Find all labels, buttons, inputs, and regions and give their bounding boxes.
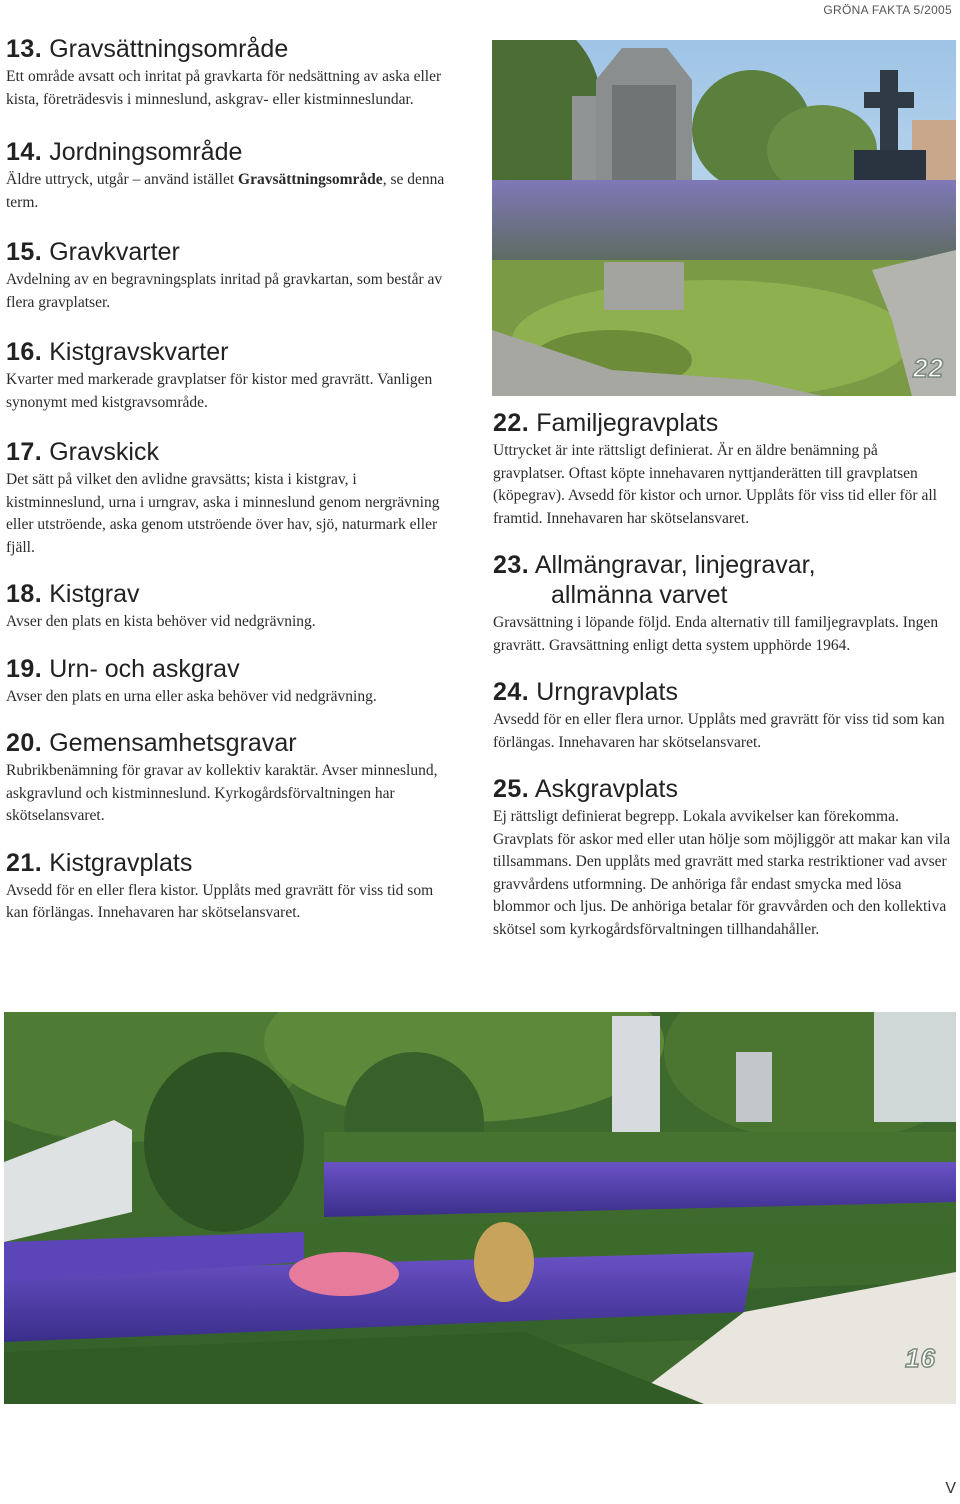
entry-13 — [6, 34, 458, 111]
entry-18 — [6, 579, 458, 634]
page-number: V — [945, 1480, 956, 1497]
entry-body: Ej rättsligt definierat begrepp. Lokala avvikelser kan förekomma. Gravplats för askor med eller utan hölje som möjliggör att makar kan vila tillsammans. Den upplåts med gravrätt med starka restriktioner vad avser gravvårdens utformning. De anhöriga får endast smycka med lösa blommor och ljus. De anhöriga betalar för gravvården och den kollektiva skötsel som kyrkogårdsförvaltningen tillhandahåller. — [493, 808, 951, 938]
photo-label: 16 — [905, 1343, 936, 1373]
entry-14 — [6, 137, 458, 214]
entry-title: 23. Allmängravar, linjegravar, — [493, 551, 816, 579]
entry-body: Avser den plats en urna eller aska behöver vid nedgrävning. — [6, 687, 377, 705]
photo-illustration — [4, 1012, 956, 1404]
entry-body: Äldre uttryck, utgår – använd istället Gravsättningsområde, se denna term. — [6, 171, 445, 211]
entry-title: 14. Jordningsområde — [6, 138, 243, 166]
entry-title-continued: allmänna varvet — [551, 581, 728, 609]
entry-body: Det sätt på vilket den avlidne gravsätts; kista i kistgrav, i kistminneslund, urna i urngrav, aska i minneslund genom nergrävning eller utströende, aska genom utströende över hav, sjö, naturmark eller fjäll. — [6, 471, 440, 556]
entry-body: Avser den plats en kista behöver vid nedgrävning. — [6, 613, 316, 630]
entry-title: 16. Kistgravskvarter — [6, 338, 229, 366]
entry-title: 24. Urngravplats — [493, 678, 678, 706]
entry-title: 19. Urn- och askgrav — [6, 654, 240, 683]
entry-body: Gravsättning i löpande följd. Enda alternativ till familjegravplats. Ingen gravrätt. Gravsättning enligt detta system upphörde 1964. — [493, 614, 939, 654]
entry-title: 21. Kistgravplats — [6, 848, 193, 877]
entry-title: 20. Gemensamhetsgravar — [6, 729, 297, 757]
photo-illustration — [492, 40, 956, 396]
entry-21 — [6, 848, 458, 925]
entry-title: 15. Gravkvarter — [6, 238, 180, 266]
entry-20 — [6, 728, 458, 828]
cemetery-photo-family-grave — [492, 40, 956, 396]
entry-body: Uttrycket är inte rättsligt definierat. Är en äldre benämning på gravplatser. Oftast köpte innehavaren nyttjanderätten till gravplatsen (köpegrav). Avsedd för kistor och urnor. Upplåts för viss tid eller för all framtid. Innehavaren har skötselansvaret. — [493, 442, 937, 527]
cemetery-photo-kistgravskvarter — [4, 1012, 956, 1404]
left-column — [6, 34, 458, 925]
entry-17 — [6, 437, 458, 559]
entry-23 — [493, 550, 953, 657]
photo-label: 22 — [913, 353, 944, 383]
entry-16 — [6, 337, 458, 414]
entry-24 — [493, 677, 953, 754]
entry-19 — [6, 654, 458, 709]
entry-title: 25. Askgravplats — [493, 775, 678, 803]
right-column — [493, 408, 953, 941]
entry-body: Avdelning av en begravningsplats inritad på gravkartan, som består av flera gravplatser. — [6, 271, 443, 311]
entry-title: 18. Kistgrav — [6, 580, 140, 608]
entry-body: Kvarter med markerade gravplatser för kistor med gravrätt. Vanligen synonymt med kistgravsområde. — [6, 371, 433, 411]
entry-title: 22. Familjegravplats — [493, 409, 719, 437]
entry-25 — [493, 774, 953, 941]
entry-body: Ett område avsatt och inritat på gravkarta för nedsättning av aska eller kista, företrädesvis i minneslund, askgrav- eller kistminneslundar. — [6, 68, 442, 108]
entry-15 — [6, 237, 458, 314]
entry-title: 17. Gravskick — [6, 438, 159, 466]
publication-header: GRÖNA FAKTA 5/2005 — [823, 3, 952, 17]
entry-body: Rubrikbenämning för gravar av kollektiv karaktär. Avser minneslund, askgravlund och kistminneslund. Kyrkogårdsförvaltningen har skötselansvaret. — [6, 762, 438, 824]
entry-22 — [493, 408, 953, 530]
entry-body: Avsedd för en eller flera urnor. Upplåts med gravrätt för viss tid som kan förlängas. Innehavaren har skötselansvaret. — [493, 711, 945, 751]
entry-body: Avsedd för en eller flera kistor. Upplåts med gravrätt för viss tid som kan förlängas. Innehavaren har skötselansvaret. — [6, 881, 434, 921]
entry-title: 13. Gravsättningsområde — [6, 35, 289, 63]
